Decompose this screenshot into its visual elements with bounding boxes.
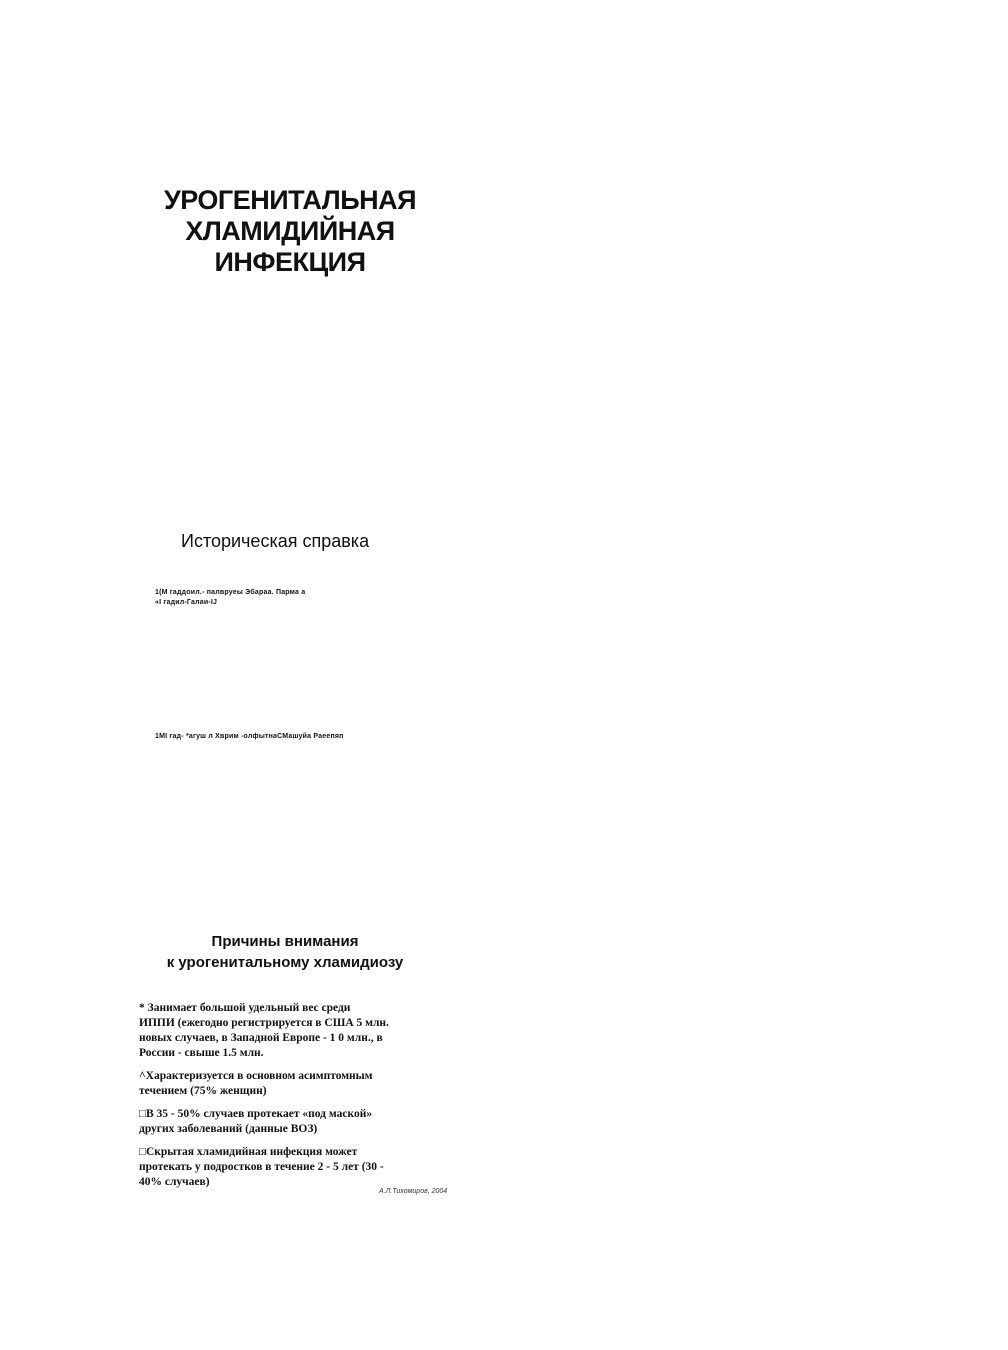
document-title	[130, 185, 450, 278]
history-note-line: «I гадил-Галаи-IJ	[155, 599, 218, 606]
reason-item	[139, 1145, 429, 1190]
reasons-list	[139, 1001, 429, 1198]
reason-text-line: ИППИ (ежегодно регистрируется в США 5 млн.	[139, 1017, 389, 1029]
reason-text-line: других заболеваний (данные ВОЗ)	[139, 1123, 318, 1135]
reasons-heading	[130, 931, 440, 973]
reason-text-line: 40% случаев)	[139, 1176, 210, 1188]
reason-item	[139, 1001, 429, 1061]
reasons-heading-line: к урогенитальному хламидиозу	[166, 954, 404, 971]
history-note-line: 1(М гаддоил.- палвруеы Эбараа. Парма а	[155, 589, 306, 596]
author-signature: А.Л.Тихомиров, 2004	[379, 1188, 448, 1195]
history-heading: Историческая справка	[181, 531, 370, 551]
reason-text-line: * Занимает большой удельный вес среди	[139, 1002, 351, 1014]
reason-item	[139, 1107, 429, 1137]
reason-text-line: новых случаев, в Западной Европе - 1 0 млн., в	[139, 1032, 383, 1044]
reasons-heading-line: Причины внимания	[211, 933, 359, 950]
reason-text-line: □Скрытая хламидийная инфекция может	[139, 1146, 358, 1158]
history-note-line: 1МI гад- *агуш л Хврим -олфытнаСМашуйа Раеепяп	[155, 733, 344, 740]
reason-text-line: протекать у подростков в течение 2 - 5 лет (30 -	[139, 1161, 384, 1173]
reason-item	[139, 1069, 429, 1099]
reason-text-line: ^Характеризуется в основном асимптомным	[139, 1070, 373, 1082]
title-line: ХЛАМИДИЙНАЯ	[185, 216, 395, 246]
reason-text-line: □В 35 - 50% случаев протекает «под маской»	[139, 1108, 373, 1120]
title-line: ИНФЕКЦИЯ	[214, 247, 366, 277]
reason-text-line: течением (75% женщин)	[139, 1085, 267, 1097]
title-line: УРОГЕНИТАЛЬНАЯ	[163, 185, 417, 215]
reason-text-line: России - свыше 1.5 млн.	[139, 1047, 264, 1059]
